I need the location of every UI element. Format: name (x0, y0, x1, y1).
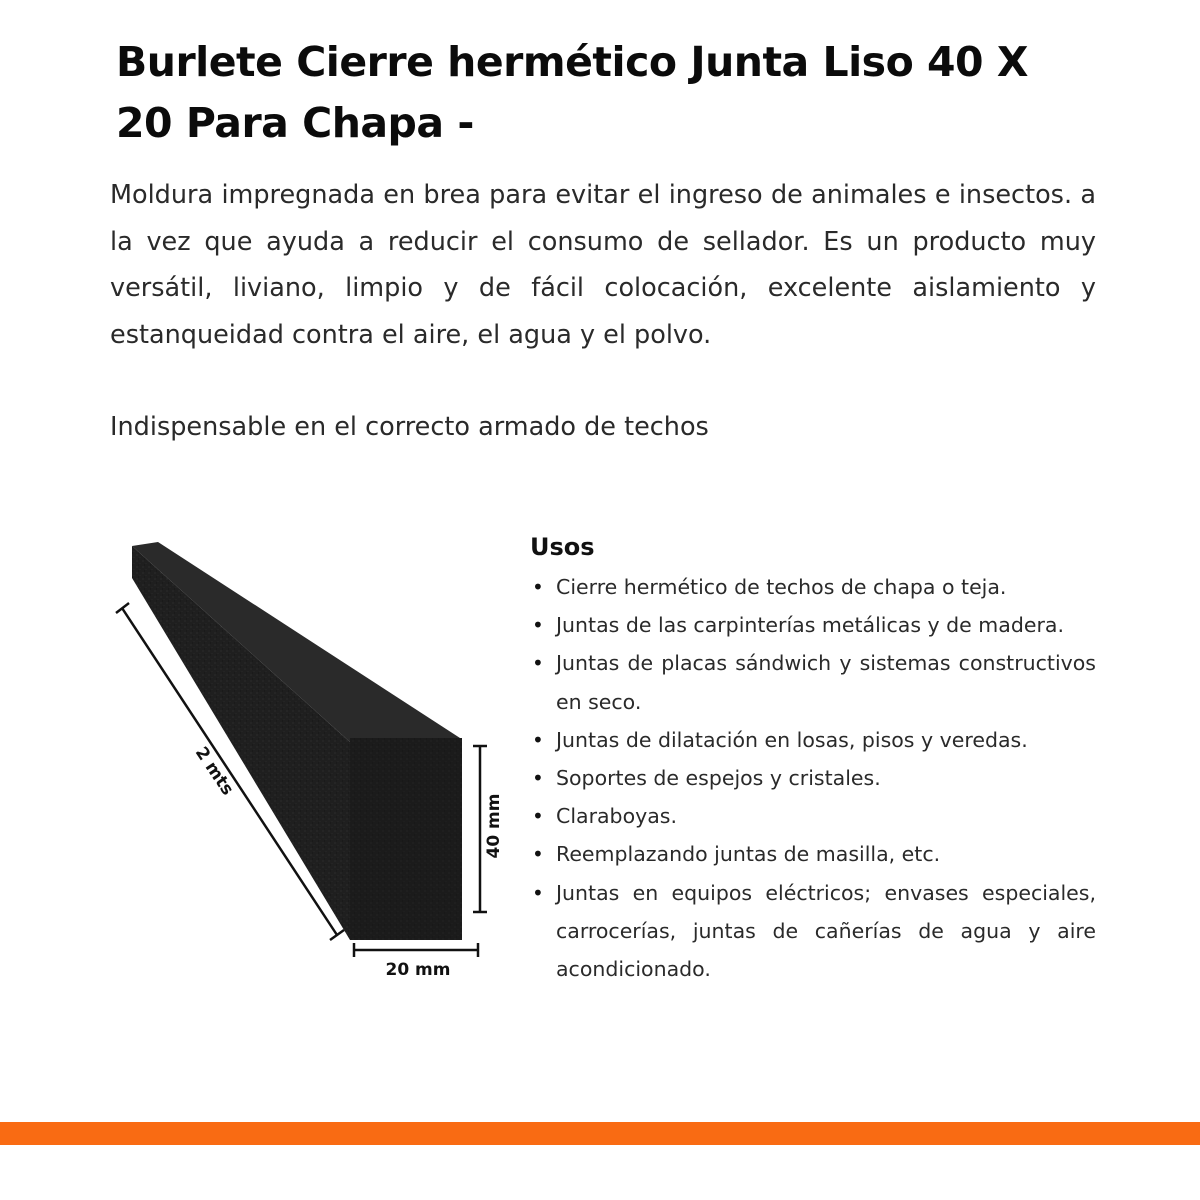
list-item: • Juntas de dilatación en losas, pisos y veredas. (530, 721, 1096, 759)
width-label: 20 mm (385, 960, 451, 980)
list-item: • Juntas en equipos eléctricos; envases especiales, carrocerías, juntas de cañerías de agua y aire acondicionado. (530, 874, 1096, 989)
bullet-icon: • (532, 804, 544, 829)
list-item: • Claraboyas. (530, 797, 1096, 835)
bullet-icon: • (532, 727, 544, 752)
bullet-icon: • (532, 613, 544, 638)
list-item: • Reemplazando juntas de masilla, etc. (530, 835, 1096, 873)
product-note: Indispensable en el correcto armado de techos (110, 412, 709, 442)
width-dimension-line (354, 943, 478, 957)
list-item: • Juntas de placas sándwich y sistemas constructivos en seco. (530, 644, 1096, 720)
foam-strip-illustration (100, 530, 504, 990)
bullet-icon: • (532, 575, 544, 599)
length-label: 2 mts (190, 743, 238, 800)
list-item: • Juntas de las carpinterías metálicas y de madera. (530, 606, 1096, 644)
height-label: 40 mm (484, 793, 504, 859)
uses-section (530, 528, 1096, 988)
bullet-icon: • (532, 651, 544, 676)
uses-list (530, 568, 1096, 988)
bullet-icon: • (532, 880, 544, 905)
list-item: • Cierre hermético de techos de chapa o teja. (530, 568, 1096, 606)
bullet-icon: • (532, 766, 544, 791)
product-description: Moldura impregnada en brea para evitar el ingreso de animales e insectos. a la vez que ayuda a reducir el consumo de sellador. Es un producto muy versátil, liviano, limpio y de fácil colocación, excelente aislamiento y estanqueidad contra el aire, el agua y el polvo. (110, 180, 1096, 350)
product-title: Burlete Cierre hermético Junta Liso 40 X 20 Para Chapa - (116, 38, 1028, 147)
uses-heading: Usos (530, 533, 595, 561)
list-item: • Soportes de espejos y cristales. (530, 759, 1096, 797)
bullet-icon: • (532, 842, 544, 867)
accent-bar (0, 1122, 1200, 1145)
